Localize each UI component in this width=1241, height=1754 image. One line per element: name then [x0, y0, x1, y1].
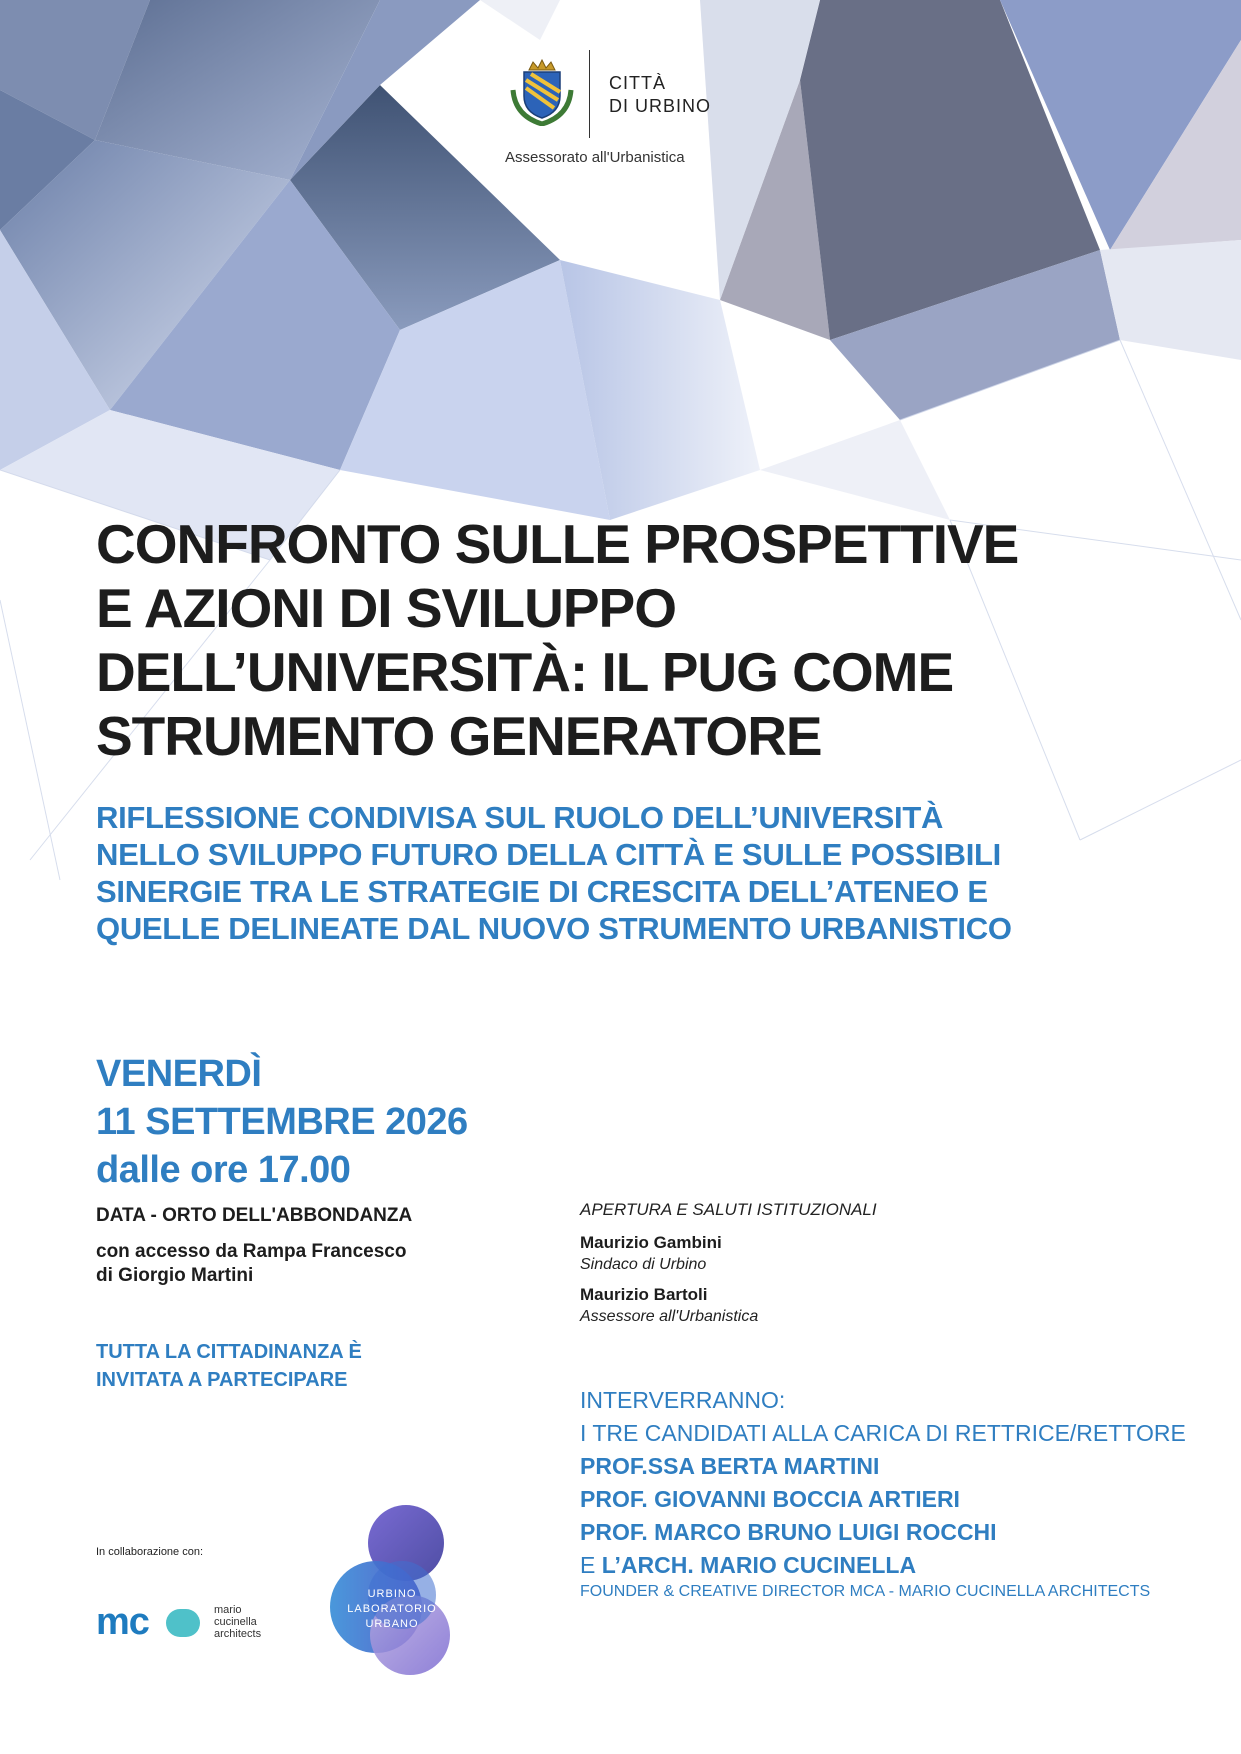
mca-wordmark: mc	[96, 1601, 149, 1643]
candidates-intro: I TRE CANDIDATI ALLA CARICA DI RETTRICE/RETTORE	[580, 1420, 1186, 1446]
opening-section	[580, 1200, 1220, 1336]
event-date-value: 11 SETTEMBRE 2026	[96, 1101, 468, 1143]
event-title	[96, 512, 1176, 768]
ulu-wordmark	[318, 1587, 466, 1632]
department-name: Assessorato all'Urbanistica	[505, 149, 685, 166]
guest-role: FOUNDER & CREATIVE DIRECTOR MCA - MARIO CUCINELLA ARCHITECTS	[580, 1583, 1151, 1600]
title-line: CONFRONTO SULLE PROSPETTIVE	[96, 513, 1019, 575]
city-name	[609, 72, 711, 118]
subtitle-line: RIFLESSIONE CONDIVISA SUL RUOLO DELL’UNIVERSITÀ	[96, 800, 944, 835]
mca-sub-line: architects	[214, 1628, 262, 1640]
event-time: dalle ore 17.00	[96, 1149, 351, 1191]
speakers-section	[580, 1384, 1230, 1602]
opening-label: APERTURA E SALUTI ISTITUZIONALI	[580, 1200, 877, 1219]
city-name-line2: DI URBINO	[609, 96, 712, 116]
subtitle-line: SINERGIE TRA LE STRATEGIE DI CRESCITA DELL’ATENEO E	[96, 874, 988, 909]
urbino-coat-of-arms-icon	[509, 56, 575, 126]
title-line: E AZIONI DI SVILUPPO	[96, 577, 676, 639]
subtitle-line: QUELLE DELINEATE DAL NUOVO STRUMENTO URBANISTICO	[96, 911, 1012, 946]
candidate-name: PROF.SSA BERTA MARTINI	[580, 1453, 880, 1479]
event-subtitle	[96, 799, 1196, 947]
greeter-role: Sindaco di Urbino	[580, 1256, 707, 1273]
event-venue	[96, 1204, 536, 1288]
mca-logo	[96, 1602, 286, 1642]
city-logo	[505, 50, 735, 170]
venue-access-line: con accesso da Rampa Francesco	[96, 1241, 407, 1262]
mca-a-shape-icon	[166, 1609, 200, 1637]
mca-subtitle	[214, 1604, 261, 1640]
mca-sub-line: mario	[214, 1604, 242, 1616]
candidate-name: PROF. GIOVANNI BOCCIA ARTIERI	[580, 1486, 960, 1512]
mca-sub-line: cucinella	[214, 1616, 257, 1628]
guest-name: L’ARCH. MARIO CUCINELLA	[601, 1552, 917, 1578]
guest-speaker	[580, 1549, 1230, 1582]
greeter-name: Maurizio Bartoli	[580, 1285, 708, 1304]
event-day: VENERDÌ	[96, 1053, 262, 1095]
title-line: STRUMENTO GENERATORE	[96, 705, 822, 767]
invite-line: TUTTA LA CITTADINANZA È	[96, 1341, 362, 1363]
logo-divider	[589, 50, 590, 138]
venue-name: DATA - ORTO DELL'ABBONDANZA	[96, 1205, 413, 1226]
event-date	[96, 1050, 596, 1194]
title-line: DELL’UNIVERSITÀ: IL PUG COME	[96, 641, 954, 703]
city-name-line1: CITTÀ	[609, 73, 666, 93]
invite-line: INVITATA A PARTECIPARE	[96, 1369, 348, 1391]
greeter-name: Maurizio Gambini	[580, 1233, 722, 1252]
greeter-role: Assessore all'Urbanistica	[580, 1308, 759, 1325]
urbino-laboratorio-urbano-logo	[318, 1495, 468, 1685]
ulu-line: URBANO	[365, 1618, 419, 1630]
ulu-line: LABORATORIO	[347, 1603, 437, 1615]
speakers-label: INTERVERRANNO:	[580, 1387, 786, 1413]
candidate-name: PROF. MARCO BRUNO LUIGI ROCCHI	[580, 1519, 997, 1545]
guest-prefix: E	[580, 1552, 602, 1578]
public-invitation	[96, 1338, 496, 1394]
venue-access-line: di Giorgio Martini	[96, 1265, 254, 1286]
collaboration-label: In collaborazione con:	[96, 1546, 204, 1558]
ulu-line: URBINO	[367, 1588, 417, 1600]
subtitle-line: NELLO SVILUPPO FUTURO DELLA CITTÀ E SULLE POSSIBILI	[96, 837, 1001, 872]
